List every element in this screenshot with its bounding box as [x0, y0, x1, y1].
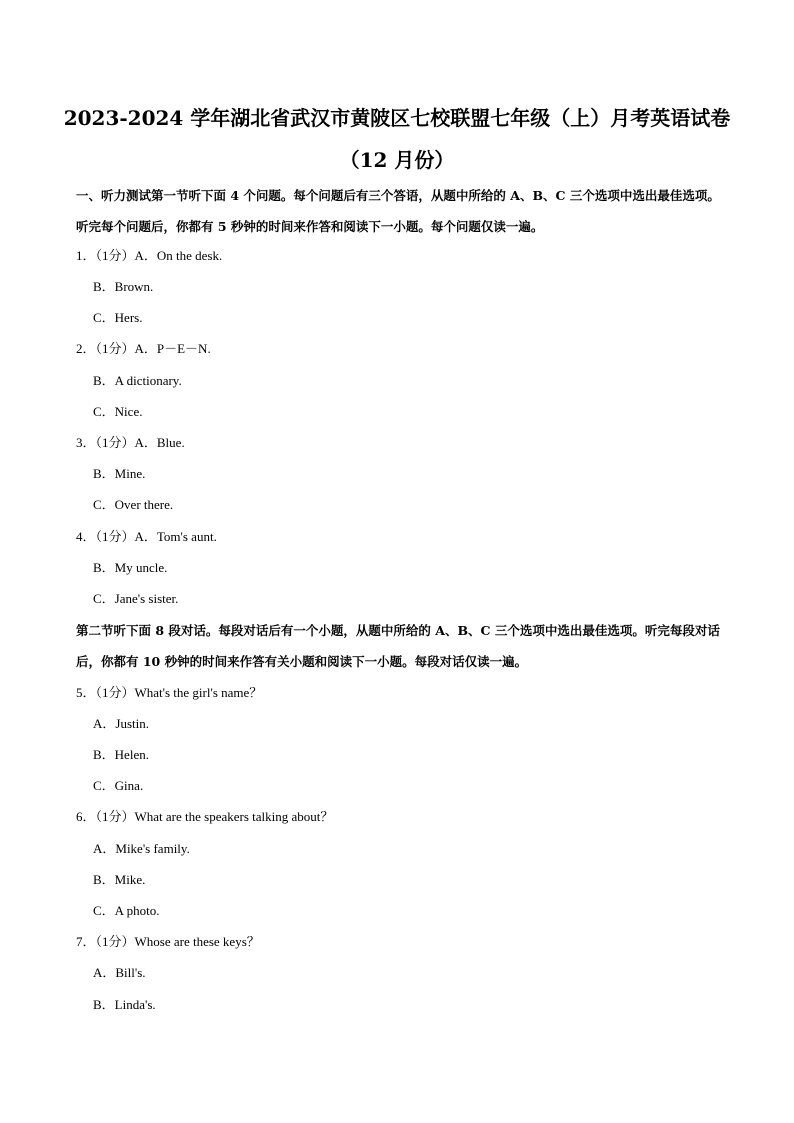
question-5-option-b: B．Helen.: [93, 747, 149, 762]
question-4-option-b: B．My uncle.: [93, 560, 168, 575]
question-3-stem: 3．（1分）A．Blue.: [76, 435, 185, 450]
section-instructions-1: 一、听力测试第一节听下面 4 个问题。每个问题后有三个答语，从题中所给的 A、B、C 三个选项中选出最佳选项。听完每个问题后，你都有 5 秒钟的时间来作答和阅读下一小题。每个问题仅读一遍。: [76, 188, 720, 234]
question-6-option-c: C．A photo.: [93, 903, 160, 918]
question-3-option-b: B．Mine.: [93, 466, 146, 481]
question-6-option-a: A．Mike's family.: [93, 841, 190, 856]
question-7-option-b: B．Linda's.: [93, 997, 156, 1012]
question-2-stem: 2．（1分）A．P－E－N.: [76, 341, 211, 356]
exam-title: 2023-2024 学年湖北省武汉市黄陂区七校联盟七年级（上）月考英语试卷: [63, 106, 731, 130]
question-1-stem: 1．（1分）A．On the desk.: [76, 248, 223, 263]
question-1-option-c: C．Hers.: [93, 310, 143, 325]
question-7-stem: 7．（1分）Whose are these keys？: [76, 934, 260, 949]
question-3-option-c: C．Over there.: [93, 497, 174, 512]
question-2-option-b: B．A dictionary.: [93, 373, 182, 388]
question-2-option-c: C．Nice.: [93, 404, 143, 419]
question-7-option-a: A．Bill's.: [93, 965, 146, 980]
question-4-stem: 4．（1分）A．Tom's aunt.: [76, 529, 217, 544]
question-6-stem: 6．（1分）What are the speakers talking about？: [76, 809, 334, 824]
question-5-option-a: A．Justin.: [93, 716, 149, 731]
question-1-option-b: B．Brown.: [93, 279, 154, 294]
question-6-option-b: B．Mike.: [93, 872, 146, 887]
section-instructions-2: 第二节听下面 8 段对话。每段对话后有一个小题，从题中所给的 A、B、C 三个选项中选出最佳选项。听完每段对话后，你都有 10 秒钟的时间来作答有关小题和阅读下一小题。每段对话仅读一遍。: [76, 623, 720, 669]
question-5-option-c: C．Gina.: [93, 778, 144, 793]
question-4-option-c: C．Jane's sister.: [93, 591, 179, 606]
exam-subtitle: （12 月份）: [339, 148, 455, 172]
question-5-stem: 5．（1分）What's the girl's name？: [76, 685, 263, 700]
